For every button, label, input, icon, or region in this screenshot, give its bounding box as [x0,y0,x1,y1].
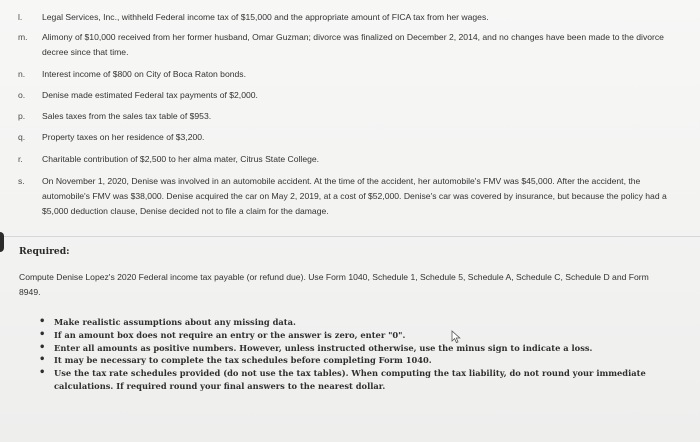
item-letter: m. [18,32,28,42]
item-text: Charitable contribution of $2,500 to her alma mater, Citrus State College. [42,154,320,164]
item-letter: n. [18,69,26,79]
item-text: On November 1, 2020, Denise was involved in an automobile accident. At the time of the accident, her automobile's FMV was $45,000. After the accident, the automobile's FMV was $38,000. Denise acquired the car on May 2, 2019, at a cost of $52,000. Denise's car was covered by insurance, but because the policy had a $5,000 deduction clause, Denise decided not to file a claim for the damage. [42,176,667,216]
bullet-item [36,342,666,355]
required-instruction: Compute Denise Lopez's 2020 Federal income tax payable (or refund due). Use Form 1040, Schedule 1, Schedule 5, Schedule A, Schedule C, Schedule D and Form 8949. [19,272,649,297]
item-letter: l. [18,12,23,22]
bullet-dot-icon: • [39,341,46,353]
instruction-bullets [36,316,666,393]
item-letter: r. [18,154,23,164]
bullet-item [36,316,666,329]
bullet-dot-icon: • [39,367,46,379]
item-letter: p. [18,111,26,121]
item-letter: o. [18,90,26,100]
bullet-text: Enter all amounts as positive numbers. However, unless instructed otherwise, use the minus sign to indicate a loss. [54,342,593,353]
item-text: Legal Services, Inc., withheld Federal income tax of $15,000 and the appropriate amount of FICA tax from her wages. [42,12,489,22]
section-divider [0,236,700,237]
bullet-text: Make realistic assumptions about any missing data. [54,317,296,327]
bullet-dot-icon: • [39,316,46,327]
bullet-text: Use the tax rate schedules provided (do not use the tax tables). When computing the tax liability, do not round your immediate calculations. If required round your final answers to the nearest dollar. [54,368,646,391]
item-text: Alimony of $10,000 received from her former husband, Omar Guzman; divorce was finalized on December 2, 2014, and no changes have been made to the divorce decree since that time. [42,32,664,57]
bullet-item [36,367,666,393]
item-letter: s. [18,176,25,186]
required-heading: Required: [19,246,70,257]
bullet-text: If an amount box does not require an entry or the answer is zero, enter "0". [54,329,406,340]
bullet-dot-icon: • [39,328,46,340]
bullet-dot-icon: • [39,354,46,366]
bullet-item [36,329,666,342]
item-text: Interest income of $800 on City of Boca Raton bonds. [42,69,246,79]
collapse-handle[interactable] [0,232,4,252]
item-letter: q. [18,132,26,142]
item-text: Property taxes on her residence of $3,200. [42,132,205,142]
item-text: Denise made estimated Federal tax payments of $2,000. [42,90,258,100]
bullet-text: It may be necessary to complete the tax schedules before completing Form 1040. [54,355,432,366]
mouse-pointer-icon [451,330,461,344]
item-text: Sales taxes from the sales tax table of $953. [42,111,212,121]
bullet-item [36,354,666,367]
